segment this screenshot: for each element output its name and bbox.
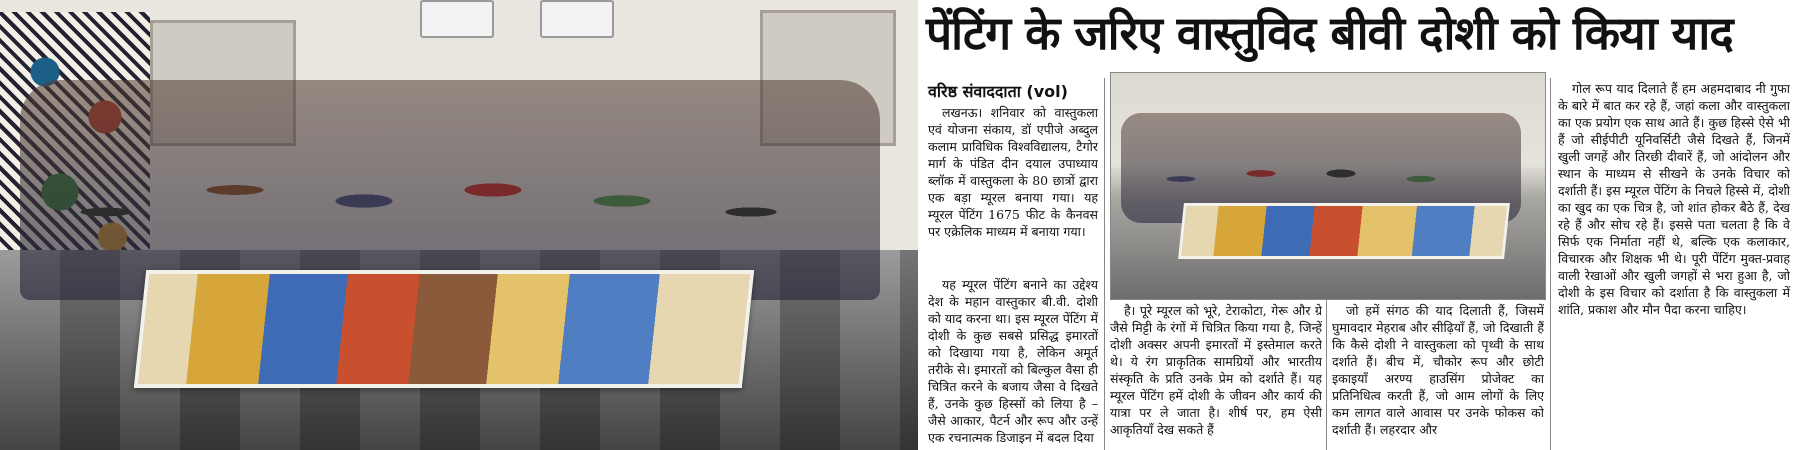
column-divider xyxy=(1104,78,1105,450)
air-conditioner xyxy=(420,0,494,38)
article-column xyxy=(1332,302,1544,450)
column-divider xyxy=(1550,78,1551,450)
paragraph: लखनऊ। शनिवार को वास्तुकला एवं योजना संकाय, डॉ एपीजे अब्दुल कलाम प्राविधिक विश्वविद्यालय, टैगोर मार्ग के पंडित दीन दयाल उपाध्याय ब्लॉक में वास्तुकला के 80 छात्रों द्वारा एक बड़ा म्यूरल बनाया गया। यह म्यूरल पेंटिंग 1675 फीट के कैनवस पर एक्रेलिक माध्यम में बनाया गया। xyxy=(928,105,1098,239)
paragraph: जो हमें संगठ की याद दिलाती हैं, जिसमें घुमावदार मेहराब और सीढ़ियाँ हैं, जो दिखाती हैं कि कैसे दोशी ने वास्तुकला को पृथ्वी के साथ दर्शाते हैं। बीच में, चौकोर रूप और छोटी इकाइयाँ अरण्य हाउसिंग प्रोजेक्ट का प्रतिनिधित्व करती हैं, जो आम लोगों के लिए कम लागत वाले आवास पर उनके फोकस को दर्शाती हैं। लहरदार और xyxy=(1332,303,1544,437)
article-column xyxy=(1558,80,1790,450)
mural-canvas xyxy=(134,270,754,388)
paragraph: यह म्यूरल पेंटिंग बनाने का उद्देश्य देश के महान वास्तुकार बी.वी. दोशी को याद करना था। इस म्यूरल पेंटिंग में दोशी के कुछ सबसे प्रसिद्ध इमारतों को दिखाया गया है, लेकिन अमूर्त तरीके से। इमारतों को बिल्कुल वैसा ही चित्रित करने के बजाय जैसा वे दिखते हैं, उनके कुछ हिस्सों को लिया है – जैसे आकार, पैटर्न और रूप और उन्हें एक रचनात्मक डिजाइन में बदल दिया xyxy=(928,277,1098,445)
student-group xyxy=(20,80,880,300)
byline: वरिष्ठ संवाददाता (vol) xyxy=(928,82,1068,101)
article-photo xyxy=(1110,72,1546,300)
air-conditioner xyxy=(540,0,614,38)
paragraph: गोल रूप याद दिलाते हैं हम अहमदाबाद नी गुफा के बारे में बात कर रहे हैं, जहां कला और वास्तुकला का एक प्रयोग एक साथ आते हैं। कुछ हिस्से ऐसे भी हैं जो सीईपीटी यूनिवर्सिटी जैसे दिखते हैं, जिनमें खुली जगहें और तिरछी दीवारें हैं, जो आंदोलन और स्थान के माध्यम से सीखने के उनके विचार को दर्शाती हैं। इस म्यूरल पेंटिंग के निचले हिस्से में, दोशी का खुद का एक चित्र है, जो शांत होकर बैठे हैं, देख रहे हैं और सोच रहे हैं। इससे पता चलता है कि वे सिर्फ एक निर्माता नहीं थे, बल्कि एक कलाकार, विचारक और शिक्षक भी थे। पूरी पेंटिंग मुक्त-प्रवाह वाली रेखाओं और खुली जगहों से भरा हुआ है, जो दोशी के इस विचार को दर्शाता है कि वास्तुकला में शांति, प्रकाश और मौन पैदा करना चाहिए। xyxy=(1558,81,1790,317)
article-column xyxy=(1110,302,1322,450)
column-divider xyxy=(1326,300,1327,450)
article-column xyxy=(928,276,1098,450)
newspaper-article xyxy=(918,0,1800,450)
headline: पेंटिंग के जरिए वास्तुविद बीवी दोशी को किया याद xyxy=(926,6,1733,60)
mural-canvas xyxy=(1178,203,1510,259)
paragraph: है। पूरे म्यूरल को भूरे, टेराकोटा, गेरू और ग्रे जैसे मिट्टी के रंगों में चित्रित किया गया है, जिन्हें दोशी अक्सर अपनी इमारतों में इस्तेमाल करते थे। ये रंग प्राकृतिक सामग्रियों और भारतीय संस्कृति के प्रति उनके प्रेम को दर्शाते हैं। यह म्यूरल पेंटिंग हमें दोशी के जीवन और कार्य की यात्रा पर ले जाता है। शीर्ष पर, हम ऐसी आकृतियाँ देख सकते हैं xyxy=(1110,303,1322,437)
